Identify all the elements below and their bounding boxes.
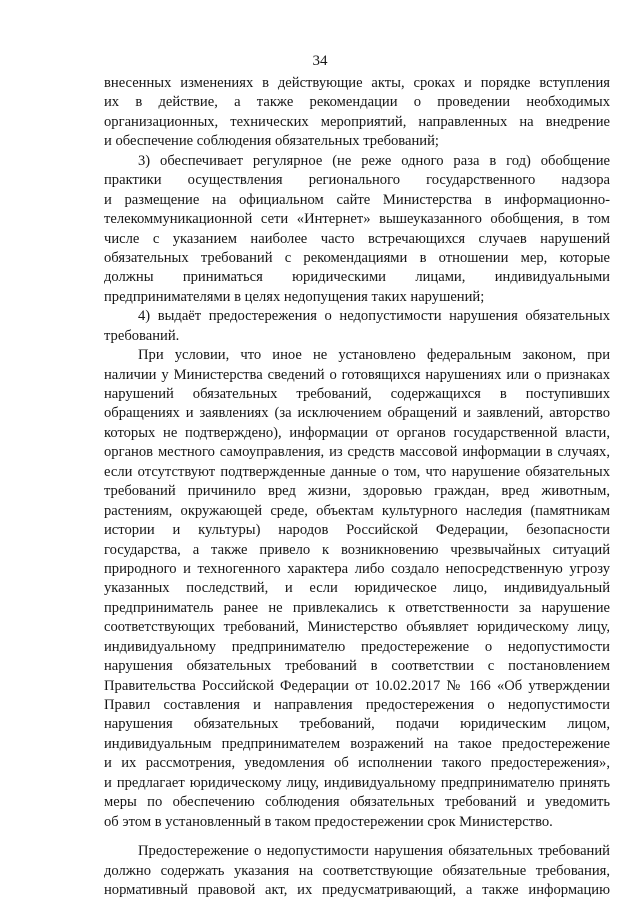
text-line: нарушения обязательных требований в соответствии с постановлением (104, 658, 610, 675)
text-line: телекоммуникационной сети «Интернет» вышеуказанного обобщения, в том (104, 211, 610, 228)
text-line: если отсутствуют подтвержденные данные о том, что нарушение обязательных (104, 463, 610, 480)
text-line: и размещение на официальном сайте Министерства в информационно- (104, 191, 610, 208)
text-line: указанных последствий, и если юридическое лицо, индивидуальный (104, 580, 610, 597)
text-line: нарушения обязательных требований, подачи юридическим лицом, (104, 716, 610, 733)
paragraph-warning-contents (104, 842, 610, 900)
text-line: должны приниматься юридическими лицами, индивидуальными (104, 269, 610, 286)
text-line: числе с указанием наиболее часто встречающихся случаев нарушений (104, 230, 610, 247)
text-line: обращениях и заявлениях (за исключением обращений и заявлений, авторство (104, 405, 610, 422)
text-line: требований причинило вред жизни, здоровью граждан, вред животным, (104, 483, 610, 500)
text-line: Предостережение о недопустимости нарушения обязательных требований (138, 843, 610, 860)
text-line: предприниматель ранее не привлекались к ответственности за нарушение (104, 599, 610, 616)
paragraph-continuation (104, 74, 610, 152)
text-line: Правил составления и направления предостережения о недопустимости (104, 697, 610, 713)
text-line: внесенных изменениях в действующие акты, сроках и порядке вступления (104, 75, 610, 91)
text-line: и предлагает юридическому лицу, индивидуальному предпринимателю принять (104, 774, 610, 791)
text-line: 3) обеспечивает регулярное (не реже одного раза в год) обобщение (138, 152, 610, 169)
text-line: истории и культуры) народов Российской Федерации, безопасности (104, 522, 610, 539)
paragraph-gap (104, 832, 610, 842)
text-line: индивидуальным предпринимателем возражений на такое предостережение (104, 735, 610, 752)
text-line: соответствующих требований, Министерство объявляет юридическому лицу, (104, 619, 610, 636)
text-line: природного и техногенного характера либо создало непосредственную угрозу (104, 560, 610, 577)
text-line: об этом в установленный в таком предостережении срок Министерство. (104, 813, 553, 830)
text-line: государства, а также привело к возникновению чрезвычайных ситуаций (104, 541, 610, 558)
text-line: органов местного самоуправления, из средств массовой информации в случаях, (104, 444, 610, 461)
text-line: и их рассмотрения, уведомления об исполнении такого предостережения», (104, 755, 610, 772)
page-number: 34 (312, 53, 328, 69)
text-line: требований. (104, 327, 180, 344)
text-line: меры по обеспечению соблюдения обязательных требований и уведомить (104, 794, 610, 811)
text-line: растениям, окружающей среде, объектам культурного наследия (памятникам (104, 502, 610, 519)
text-line: 4) выдаёт предостережения о недопустимости нарушения обязательных (138, 308, 610, 325)
text-line: нарушений обязательных требований, содержащихся в поступивших (104, 386, 610, 402)
text-line: Правительства Российской Федерации от 10.02.2017 № 166 «Об утверждении (104, 677, 610, 694)
text-line: При условии, что иное не установлено федеральным законом, при (138, 347, 610, 364)
document-body (104, 74, 610, 900)
text-line: их в действие, а также рекомендации о проведении необходимых (104, 94, 610, 111)
text-line: предпринимателями в целях недопущения таких нарушений; (104, 288, 485, 305)
list-item-3 (104, 152, 610, 308)
text-line: наличии у Министерства сведений о готовящихся нарушениях или о признаках (104, 366, 610, 383)
text-line: практики осуществления регионального государственного надзора (104, 172, 610, 189)
text-line: должно содержать указания на соответствующие обязательные требования, (104, 862, 610, 879)
text-line: обязательных требований с рекомендациями в отношении мер, которые (104, 249, 610, 266)
text-line: индивидуальному предпринимателю предостережение о недопустимости (104, 638, 610, 655)
text-line: и обеспечение соблюдения обязательных требований; (104, 133, 439, 150)
text-line: которых не подтверждено), информации от органов государственной власти, (104, 424, 610, 441)
paragraph-warning-conditions (104, 346, 610, 832)
text-line: организационных, технических мероприятий, направленных на внедрение (104, 113, 610, 130)
text-line: нормативный правовой акт, их предусматривающий, а также информацию (104, 881, 610, 898)
list-item-4 (104, 307, 610, 346)
